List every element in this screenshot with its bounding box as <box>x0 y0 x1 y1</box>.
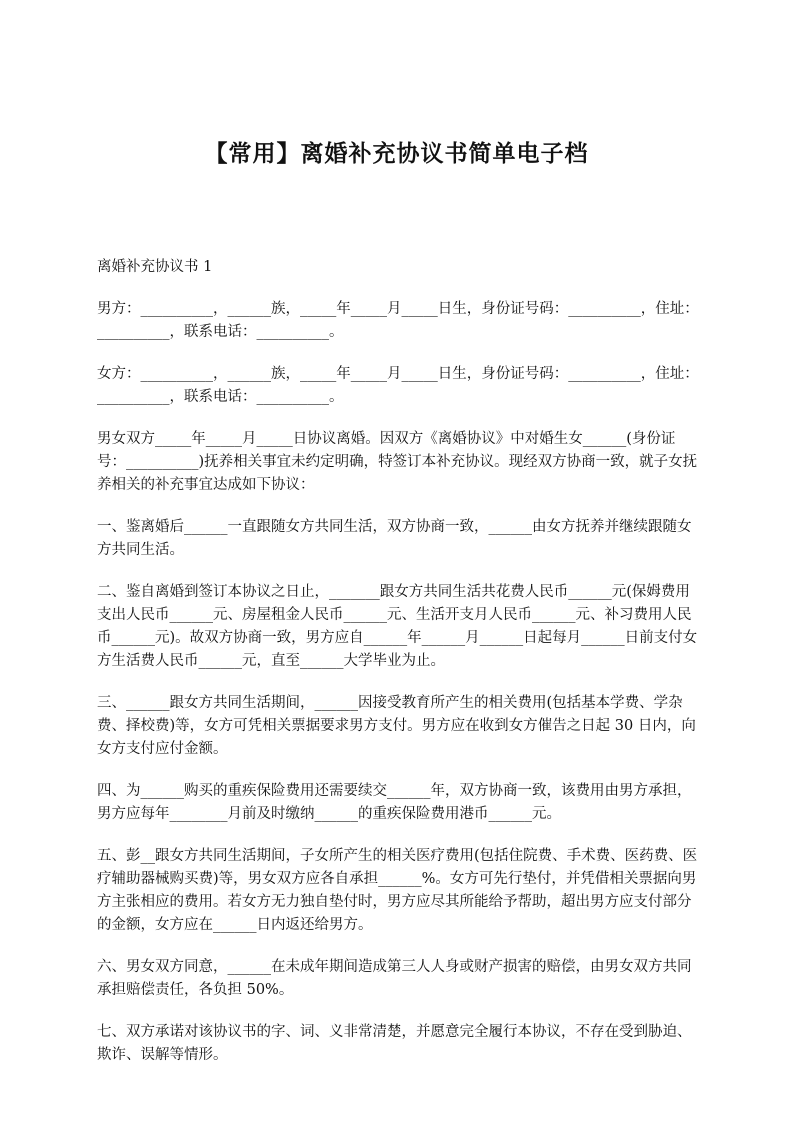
clause-2: 二、鉴自离婚到签订本协议之日止，_______跟女方共同生活共花费人民币______元(保姆费用支出人民币______元、房屋租金人民币______元、生活开支月人民币______元、补习费用人民币______元)。故双方协商一致，男方应自______年______月______日起每月______日前支付女方生活费人民币______元，直至______大学毕业为止。 <box>97 584 698 669</box>
paragraph-preamble: 男女双方_____年_____月_____日协议离婚。因双方《离婚协议》中对婚生女______(身份证号：__________)抚养相关事宜未约定明确，特签订本补充协议。现经双方协商一致，就子女抚养相关的补充事宜达成如下协议： <box>97 431 698 493</box>
clause-7: 七、双方承诺对该协议书的字、词、义非常清楚，并愿意完全履行本协议，不存在受到胁迫、欺诈、误解等情形。 <box>97 1024 692 1063</box>
clause-4: 四、为______购买的重疾保险费用还需要续交______年，双方协商一致，该费用由男方承担，男方应每年________月前及时缴纳______的重疾保险费用港币______元。 <box>97 783 692 822</box>
document-body <box>97 256 702 1086</box>
clause-3: 三、______跟女方共同生活期间，______因接受教育所产生的相关费用(包括基本学费、学杂费、择校费)等，女方可凭相关票据要求男方支付。男方应在收到女方催告之日起 30 日内，向女方支付应付金额。 <box>97 695 696 757</box>
clause-5: 五、彭__跟女方共同生活期间，子女所产生的相关医疗费用(包括住院费、手术费、医药费、医疗辅助器械购买费)等，男女双方应各自承担______%。女方可先行垫付，并凭借相关票据向男方主张相应的费用。若女方无力独自垫付时，男方应尽其所能给予帮助，超出男方应支付部分的金额，女方应在______日内返还给男方。 <box>97 848 698 933</box>
paragraph-wife-info: 女方：__________，______族，_____年_____月_____日生，身份证号码：__________，住址：__________，联系电话：__________。 <box>97 366 699 405</box>
clause-1: 一、鉴离婚后______一直跟随女方共同生活，双方协商一致，______由女方抚养并继续跟随女方共同生活。 <box>97 519 692 558</box>
page-title: 【常用】离婚补充协议书简单电子档 <box>204 141 589 167</box>
clause-6: 六、男女双方同意，______在未成年期间造成第三人人身或财产损害的赔偿，由男女双方共同承担赔偿责任，各负担 50%。 <box>97 959 692 998</box>
document-subtitle: 离婚补充协议书 1 <box>97 259 213 275</box>
paragraph-husband-info: 男方：__________，______族，_____年_____月_____日生，身份证号码：__________，住址：__________，联系电话：__________。 <box>97 301 699 340</box>
